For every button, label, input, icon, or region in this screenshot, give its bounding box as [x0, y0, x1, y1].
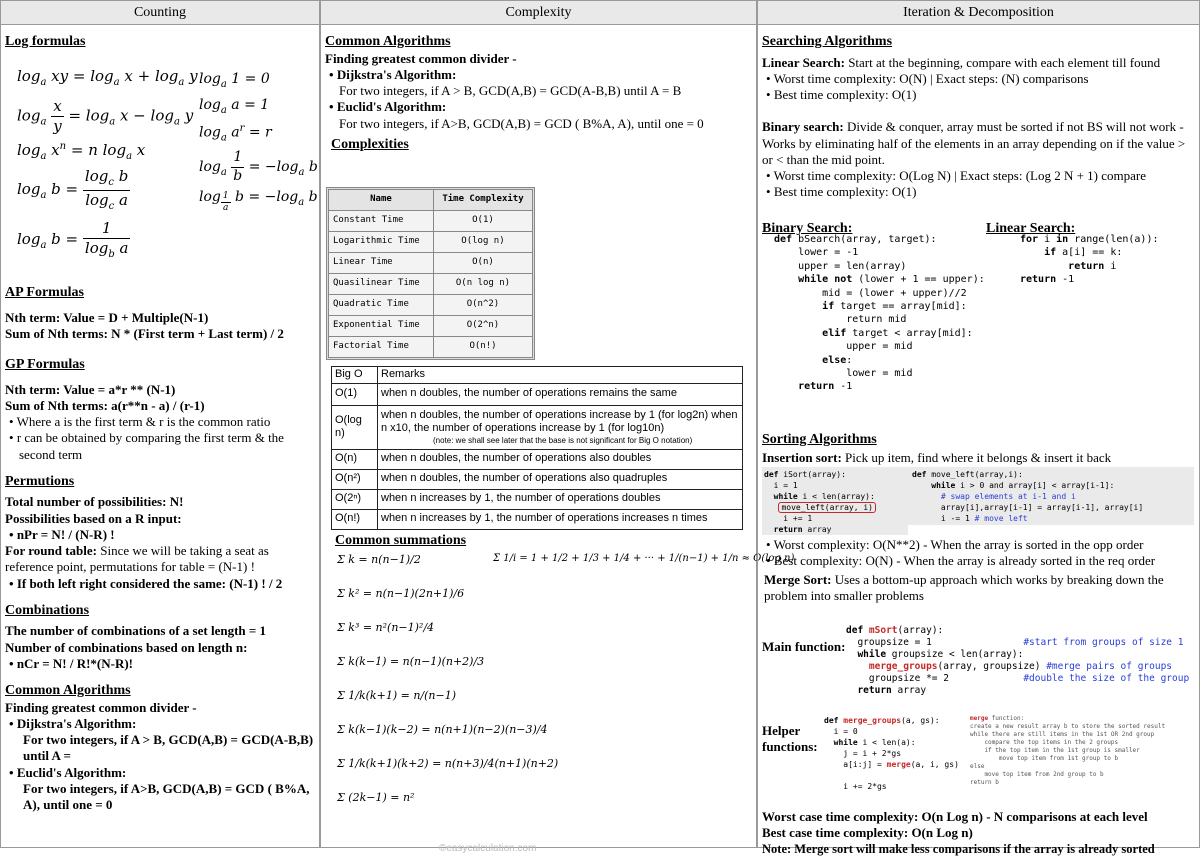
btable-cell: O(n!)	[332, 509, 378, 529]
comb-length-n: Number of combinations based on length n:	[5, 640, 317, 656]
btable-cell: O(n²)	[332, 469, 378, 489]
col2-euclid-text: For two integers, if A>B, GCD(A,B) = GCD ( B%A, A), until one = 0	[325, 116, 752, 132]
ctable-cell: O(n)	[433, 253, 532, 274]
perm-round-label: For round table:	[5, 543, 97, 558]
perm-round-text: Since we will be taking a seat as reference point, permutations for table = (N-1) !	[5, 543, 269, 574]
complexity-table	[328, 189, 533, 358]
binary-search-text: Divide & conquer, array must be sorted if not BS will not work - Works by eliminating half of the elements in an array depending on if the value > or < than the mid point.	[762, 119, 1185, 167]
column-iteration	[757, 0, 1200, 848]
table-row	[332, 405, 743, 449]
merge-groups-code: def merge_groups(a, gs): i = 0 while i < len(a): j = i + 2*gs a[i:j] = merge(a, i, gs) i += 2*gs	[824, 715, 959, 792]
binary-best: • Best time complexity: O(1)	[762, 184, 1195, 200]
ctable-head-name: Name	[329, 190, 434, 211]
table-row	[329, 211, 533, 232]
btable-cell: O(1)	[332, 383, 378, 405]
col2-gcd-heading: Finding greatest common divider -	[325, 51, 752, 67]
log-of-power-base: $\log_a a^r = r$	[199, 123, 272, 145]
summation: Σ k² = n(n−1)(2n+1)/6	[337, 587, 558, 621]
log-product-rule: $\log_a$ xy = $\log_a x + \log_a y$	[17, 67, 198, 90]
binary-search-desc	[762, 119, 1195, 168]
column-counting	[0, 0, 320, 848]
table-row	[329, 232, 533, 253]
column-complexity	[320, 0, 757, 848]
merge-code: merge function: create a new result array b to store the sorted result while there are still items in the 1st OR 2nd group compare the top items in the 2 groups if the top item in the 1st group is smaller move top item from 1st group to b else move top item from 2nd group to b return b	[970, 715, 1165, 787]
merge-note: Note: Merge sort will make less comparisons if the array is already sorted	[762, 842, 1198, 857]
table-row	[332, 383, 743, 405]
log-formulas-title: Log formulas	[5, 33, 315, 51]
linear-search-code: for i in range(len(a)): if a[i] == k: return i return -1	[1020, 233, 1158, 287]
table-row	[332, 509, 743, 529]
merge-best: Best case time complexity: O(n Log n)	[762, 825, 1198, 841]
btable-head-bigo: Big O	[332, 367, 378, 384]
ctable-cell: Logarithmic Time	[329, 232, 434, 253]
watermark: ©easycalculation.com	[439, 843, 536, 856]
binary-search-code: def bSearch(array, target): lower = -1 upper = len(array) while not (lower + 1 == upper): mid = (lower + upper)//2 if target == array[mid]: return mid elif target < array[mid]: upper = mid else: lower = mid return -1	[774, 233, 985, 394]
log-of-one: $\log_a 1 = 0$	[199, 71, 270, 91]
perm-r-input: Possibilities based on a R input:	[5, 511, 317, 527]
table-row	[329, 295, 533, 316]
ctable-cell: O(n^2)	[433, 295, 532, 316]
table-row	[332, 449, 743, 469]
perm-total: Total number of possibilities: N!	[5, 494, 317, 510]
linear-search-desc	[762, 55, 1195, 71]
ctable-cell: Factorial Time	[329, 337, 434, 358]
btable-head-remarks: Remarks	[378, 367, 743, 384]
log-reciprocal: $\log_a b$ = $\frac{1}{\log_b a}$	[17, 219, 130, 261]
btable-note: (note: we shall see later that the base is not significant for Big O notation)	[381, 436, 739, 446]
helper-functions-label: Helper functions:	[762, 723, 822, 756]
combinations-title: Combinations	[5, 602, 317, 620]
btable-cell: O(2ⁿ)	[332, 489, 378, 509]
table-row	[329, 274, 533, 295]
table-row	[332, 489, 743, 509]
table-row	[329, 316, 533, 337]
summation: Σ k³ = n²(n−1)²/4	[337, 621, 558, 655]
col2-algorithms-title: Common Algorithms	[325, 33, 752, 51]
insertion-best: • Best complexity: O(N) - When the array is already sorted in the req order	[762, 553, 1194, 569]
perm-npr: • nPr = N! / (N-R) !	[5, 527, 317, 543]
linear-search-text: Start at the beginning, compare with each element till found	[845, 55, 1160, 70]
complexities-title: Complexities	[325, 136, 752, 154]
gp-bullet-2: • r can be obtained by comparing the first term & the second term	[5, 430, 317, 463]
linear-worst: • Worst time complexity: O(N) | Exact steps: (N) comparisons	[762, 71, 1195, 87]
merge-sort-desc	[762, 572, 1194, 605]
merge-sort-main-code: def mSort(array): groupsize = 1 #start from groups of size 1 while groupsize < len(array): merge_groups(array, groupsize) #merge pairs of groups groupsize *= 2 #double the size of the group return array	[846, 625, 1189, 697]
merge-text: Uses a bottom-up approach which works by breaking down the problem into smaller problems	[764, 572, 1164, 603]
linear-search-label: Linear Search:	[762, 55, 845, 70]
log-change-base: $\log_a b$ = $\frac{\log_c b}{\log_c a}$	[17, 167, 130, 213]
permutations-title: Permutions	[5, 473, 317, 491]
log-inverse-base: log $_{\frac{1}{a}}$ $b = -\log_a$ b	[199, 189, 318, 214]
ctable-cell: O(2^n)	[433, 316, 532, 337]
col1-gcd-heading: Finding greatest common divider -	[5, 700, 317, 716]
col1-euclid-text: For two integers, if A>B, GCD(A,B) = GCD ( B%A, A), until one = 0	[5, 781, 317, 814]
insertion-worst: • Worst complexity: O(N**2) - When the array is sorted in the opp order	[762, 537, 1194, 553]
insertion-label: Insertion sort:	[762, 450, 842, 465]
summation: Σ k(k−1) = n(n−1)(n+2)/3	[337, 655, 558, 689]
gp-nth-term: Nth term: Value = a*r ** (N-1)	[5, 382, 317, 398]
summation: Σ (2k−1) = n²	[337, 791, 558, 825]
table-row	[332, 469, 743, 489]
column-header-counting: Counting	[1, 1, 319, 25]
merge-label: Merge Sort:	[764, 572, 832, 587]
col1-algorithms-title: Common Algorithms	[5, 682, 317, 700]
gp-sum: Sum of Nth terms: a(r**n - a) / (r-1)	[5, 398, 317, 414]
table-row	[329, 253, 533, 274]
col2-dijkstra-text: For two integers, if A > B, GCD(A,B) = GCD(A-B,B) until A = B	[325, 83, 752, 99]
searching-title: Searching Algorithms	[762, 33, 1195, 51]
btable-cell: when n increases by 1, the number of operations doubles	[378, 489, 743, 509]
ctable-cell: Exponential Time	[329, 316, 434, 337]
linear-best: • Best time complexity: O(1)	[762, 87, 1195, 103]
gp-bullet-1: • Where a is the first term & r is the common ratio	[5, 414, 317, 430]
binary-search-label: Binary search:	[762, 119, 844, 134]
summation: Σ k = n(n−1)/2	[337, 553, 558, 587]
perm-both-sides: • If both left right considered the same: (N-1) ! / 2	[5, 576, 317, 592]
log-quotient-rule: $\log_a$ $\frac{x}{y}$ = $\log_a x - \log_a y$	[17, 97, 193, 136]
summation: Σ 1/k(k+1) = n/(n−1)	[337, 689, 558, 723]
insertion-sort-desc	[762, 450, 1111, 466]
ap-sum: Sum of Nth terms: N * (First term + Last term) / 2	[5, 326, 317, 342]
ctable-head-time: Time Complexity	[433, 190, 532, 211]
insertion-text: Pick up item, find where it belongs & insert it back	[842, 450, 1111, 465]
ctable-cell: Quasilinear Time	[329, 274, 434, 295]
perm-round-table	[5, 543, 317, 576]
ctable-cell: Constant Time	[329, 211, 434, 232]
ctable-cell: O(n log n)	[433, 274, 532, 295]
log-power-rule: $\log_a x^n = n$ $\log_a x$	[17, 141, 145, 164]
big-o-table	[331, 366, 743, 530]
summations-list	[337, 553, 558, 825]
col1-euclid-label: • Euclid's Algorithm:	[5, 765, 317, 781]
column-header-iteration: Iteration & Decomposition	[758, 1, 1199, 25]
merge-worst: Worst case time complexity: O(n Log n) - N comparisons at each level	[762, 809, 1198, 825]
insertion-sort-code: def iSort(array): i = 1 while i < len(array): move_left(array, i) i += 1 return array	[764, 469, 876, 535]
linear-code-title: Linear Search:	[986, 220, 1075, 238]
ctable-cell: O(1)	[433, 211, 532, 232]
table-row	[332, 367, 743, 384]
btable-cell: when n doubles, the number of operations also quadruples	[378, 469, 743, 489]
comb-set-length: The number of combinations of a set length = 1	[5, 623, 317, 639]
move-left-code: def move_left(array,i): while i > 0 and array[i] < array[i-1]: # swap elements at i-1 and i array[i],array[i-1] = array[i-1], array[i] i -= 1 # move left	[912, 469, 1143, 524]
col1-dijkstra-text: For two integers, if A > B, GCD(A,B) = GCD(A-B,B) until A =	[5, 732, 317, 765]
log-of-inverse: $\log_a$ $\frac{1}{b}$ = $-\log_a$ b	[199, 149, 318, 185]
ctable-cell: Linear Time	[329, 253, 434, 274]
harmonic-sum: Σ 1/i = 1 + 1/2 + 1/3 + 1/4 + ··· + 1/(n−1) + 1/n ≈ O(log n)	[493, 553, 794, 566]
ctable-cell: O(n!)	[433, 337, 532, 358]
ctable-cell: Quadratic Time	[329, 295, 434, 316]
summation: Σ 1/k(k+1)(k+2) = n(n+3)/4(n+1)(n+2)	[337, 757, 558, 791]
sorting-title: Sorting Algorithms	[762, 431, 877, 449]
binary-worst: • Worst time complexity: O(Log N) | Exact steps: (Log 2 N + 1) compare	[762, 168, 1195, 184]
column-header-complexity: Complexity	[321, 1, 756, 25]
col1-dijkstra-label: • Dijkstra's Algorithm:	[5, 716, 317, 732]
btable-cell: when n doubles, the number of operations also doubles	[378, 449, 743, 469]
col2-dijkstra-label: • Dijkstra's Algorithm:	[325, 67, 752, 83]
gp-formulas-title: GP Formulas	[5, 356, 317, 374]
btable-cell: O(n)	[332, 449, 378, 469]
col2-euclid-label: • Euclid's Algorithm:	[325, 99, 752, 115]
btable-cell: O(log n)	[332, 405, 378, 449]
table-row	[329, 337, 533, 358]
ctable-cell: O(log n)	[433, 232, 532, 253]
main-function-label: Main function:	[762, 639, 845, 655]
binary-code-title: Binary Search:	[762, 220, 852, 238]
summations-title: Common summations	[335, 532, 466, 550]
btable-cell: when n increases by 1, the number of operations increases n times	[378, 509, 743, 529]
ap-nth-term: Nth term: Value = D + Multiple(N-1)	[5, 310, 317, 326]
btable-cell: when n doubles, the number of operations remains the same	[378, 383, 743, 405]
log-of-base: $\log_a a = 1$	[199, 97, 269, 117]
btable-cell: when n doubles, the number of operations increase by 1 (for log2n) when n x10, the number of operations increase by 1 (for log10n)	[381, 409, 738, 435]
ap-formulas-title: AP Formulas	[5, 284, 317, 302]
comb-ncr: • nCr = N! / R!*(N-R)!	[5, 656, 317, 672]
summation: Σ k(k−1)(k−2) = n(n+1)(n−2)(n−3)/4	[337, 723, 558, 757]
